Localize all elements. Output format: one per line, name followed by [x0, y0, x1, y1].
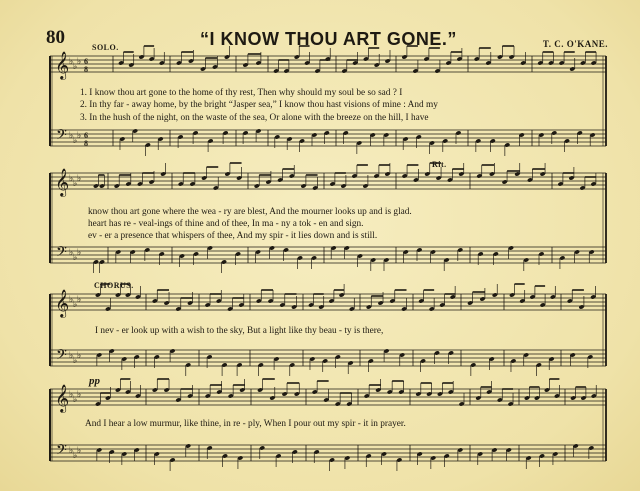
page-number: 80: [46, 27, 65, 48]
system2-bass-key-signature: ♭: [73, 253, 78, 263]
system2-treble-key-signature: ♭: [69, 174, 74, 184]
system3-treble-key-signature: ♭: [73, 300, 78, 310]
system4-bass-clef: 𝄢: [56, 442, 67, 462]
system1-bass-time-signature: 8: [84, 139, 88, 148]
system3-bass-key-signature: ♭: [69, 351, 74, 361]
system2-treble-key-signature: ♭: [73, 179, 78, 189]
system1-treble-key-signature: ♭: [77, 57, 82, 67]
system2-treble-key-signature: ♭: [77, 174, 82, 184]
system2-verse3: ev - er a presence that whispers of thee, And my spir - it lies down and is still.: [88, 231, 378, 241]
system3-treble-key-signature: ♭: [77, 295, 82, 305]
rit-marking: Rit.: [432, 160, 447, 169]
system3-treble-clef: 𝄞: [55, 289, 70, 317]
system1-bass-time-signature: 6: [84, 131, 88, 140]
composer-credit: T. C. O'KANE.: [542, 39, 608, 49]
system2-verse1: know thou art gone where the wea - ry are blest, And the mourner looks up and is glad.: [88, 207, 412, 217]
system4-treble-key-signature: ♭: [77, 390, 82, 400]
system3-bass-key-signature: ♭: [73, 356, 78, 366]
system4-verse1: And I hear a low murmur, like thine, in re - ply, When I pour out my spir - it in prayer.: [85, 419, 406, 429]
system4-bass-key-signature: ♭: [69, 446, 74, 456]
system1-verse3: 3. In the hush of the night, on the waste of the sea, Or alone with the breeze on the hill, I have: [80, 113, 429, 123]
chorus-marking: CHORUS.: [94, 281, 134, 290]
system4-treble-clef: 𝄞: [55, 384, 70, 412]
system2-bass-key-signature: ♭: [77, 248, 82, 258]
system4-treble-key-signature: ♭: [69, 390, 74, 400]
system3-verse1: I nev - er look up with a wish to the sky, But a light like thy beau - ty is there,: [95, 326, 384, 336]
system4-bass-key-signature: ♭: [77, 446, 82, 456]
system1-verse1: 1. I know thou art gone to the home of thy rest, Then why should my soul be so sad ? I: [80, 88, 403, 98]
system1-bass-clef: 𝄢: [56, 127, 67, 147]
system4-bass-key-signature: ♭: [73, 451, 78, 461]
system1-treble-time-signature: 8: [84, 65, 88, 74]
system3-bass-clef: 𝄢: [56, 347, 67, 367]
system1-treble-time-signature: 6: [84, 57, 88, 66]
song-title: “I KNOW THOU ART GONE.”: [200, 29, 457, 49]
system1-treble-key-signature: ♭: [73, 62, 78, 72]
solo-marking: SOLO.: [92, 43, 119, 52]
system1-bass-key-signature: ♭: [69, 131, 74, 141]
system2-bass-clef: 𝄢: [56, 244, 67, 264]
system2-verse2: heart has re - veal-ings of thine and of thee, In ma - ny a tok - en and sign.: [88, 219, 364, 229]
system2-treble-clef: 𝄞: [55, 168, 70, 196]
system4-treble-key-signature: ♭: [73, 395, 78, 405]
pianissimo-marking: pp: [89, 375, 100, 387]
system3-treble-key-signature: ♭: [69, 295, 74, 305]
system1-bass-key-signature: ♭: [73, 136, 78, 146]
system2-bass-key-signature: ♭: [69, 248, 74, 258]
system3-bass-key-signature: ♭: [77, 351, 82, 361]
system1-verse2: 2. In thy far - away home, by the bright “Jasper sea,” I know thou hast visions of mine : And my: [80, 100, 438, 110]
system1-treble-key-signature: ♭: [69, 57, 74, 67]
system1-treble-clef: 𝄞: [55, 51, 70, 79]
system1-bass-key-signature: ♭: [77, 131, 82, 141]
